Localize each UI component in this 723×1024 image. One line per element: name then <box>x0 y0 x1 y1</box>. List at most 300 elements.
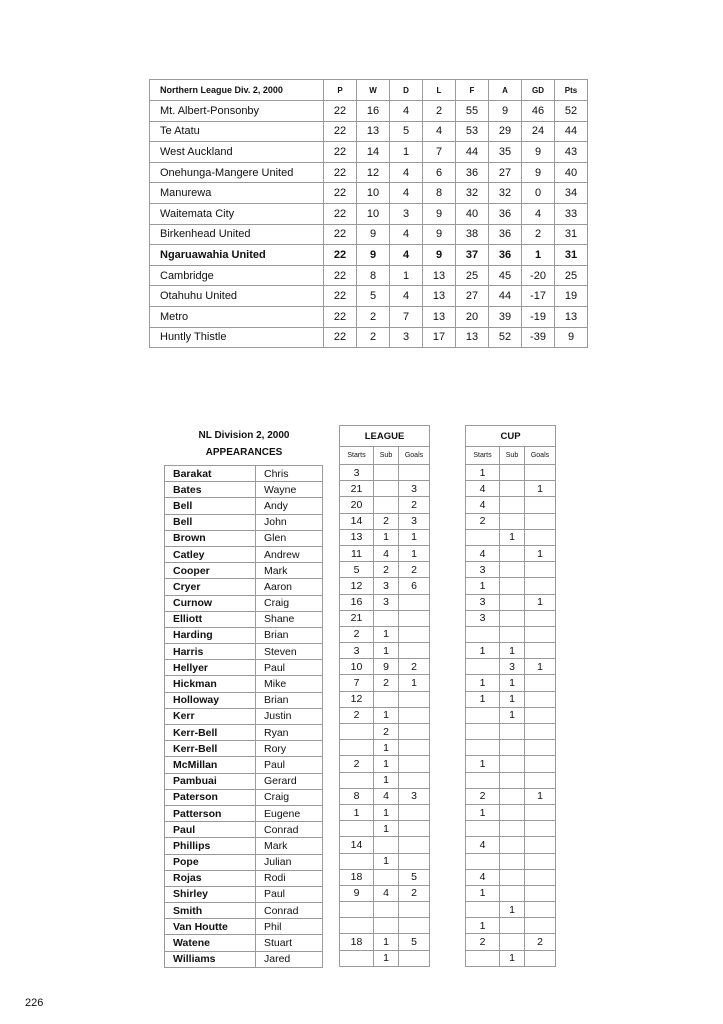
cup-stats-row <box>466 659 556 675</box>
stat-cell: 1 <box>374 529 399 545</box>
stat-cell: 2 <box>466 788 500 804</box>
page-number: 226 <box>25 997 44 1009</box>
stat-cell: 2 <box>374 724 399 740</box>
table-row <box>150 286 588 307</box>
cup-stats-row <box>466 545 556 561</box>
stat-cell: 1 <box>399 529 430 545</box>
player-surname: Curnow <box>165 595 256 611</box>
league-stats-row <box>340 950 430 966</box>
stat-cell <box>500 724 525 740</box>
player-surname: Bell <box>165 514 256 530</box>
stat-cell: 1 <box>466 756 500 772</box>
stat-cell: 3 <box>399 788 430 804</box>
player-surname: Phillips <box>165 838 256 854</box>
stat-cell <box>500 465 525 481</box>
stat-cell <box>466 740 500 756</box>
stat-cell: 22 <box>324 162 357 183</box>
stat-cell <box>374 610 399 626</box>
stat-cell: 9 <box>423 245 456 266</box>
stat-cell <box>525 772 556 788</box>
table-row <box>150 162 588 183</box>
player-firstname: Paul <box>256 660 323 676</box>
stat-cell: 1 <box>374 934 399 950</box>
cup-stats-row <box>466 853 556 869</box>
column-header: D <box>390 80 423 101</box>
stat-cell: 17 <box>423 327 456 348</box>
stat-cell <box>340 853 374 869</box>
player-surname: Van Houtte <box>165 919 256 935</box>
stat-cell <box>340 918 374 934</box>
stat-cell: 44 <box>555 121 588 142</box>
stat-cell: 11 <box>340 545 374 561</box>
player-firstname: Shane <box>256 611 323 627</box>
stat-cell <box>340 772 374 788</box>
sub-header: Sub <box>374 447 399 465</box>
team-name: Onehunga-Mangere United <box>150 162 324 183</box>
column-header: GD <box>522 80 555 101</box>
stat-cell <box>374 691 399 707</box>
stat-cell: 4 <box>466 545 500 561</box>
player-surname: Rojas <box>165 870 256 886</box>
stat-cell: 21 <box>340 610 374 626</box>
team-name: Manurewa <box>150 183 324 204</box>
player-surname: Holloway <box>165 692 256 708</box>
player-surname: Paul <box>165 822 256 838</box>
stat-cell <box>466 659 500 675</box>
stat-cell <box>500 578 525 594</box>
stat-cell <box>399 643 430 659</box>
stat-cell: 22 <box>324 306 357 327</box>
cup-stats-row <box>466 562 556 578</box>
stat-cell: 3 <box>466 562 500 578</box>
player-names-table <box>164 465 323 968</box>
player-row <box>165 741 323 757</box>
stat-cell <box>340 950 374 966</box>
player-surname: Pambuai <box>165 773 256 789</box>
league-stats-row <box>340 788 430 804</box>
stat-cell: 1 <box>374 804 399 820</box>
stat-cell: 1 <box>399 675 430 691</box>
stat-cell: 9 <box>340 885 374 901</box>
stat-cell <box>374 837 399 853</box>
team-name: Birkenhead United <box>150 224 324 245</box>
stat-cell: 27 <box>456 286 489 307</box>
cup-stats-row <box>466 626 556 642</box>
player-firstname: Chris <box>256 466 323 482</box>
stat-cell <box>525 497 556 513</box>
stat-cell <box>399 724 430 740</box>
player-row <box>165 903 323 919</box>
stat-cell: 1 <box>525 594 556 610</box>
stat-cell <box>500 918 525 934</box>
stat-cell: 1 <box>374 756 399 772</box>
league-stats-row <box>340 837 430 853</box>
cup-stats-row <box>466 821 556 837</box>
stat-cell <box>525 691 556 707</box>
stat-cell: 1 <box>390 265 423 286</box>
stat-cell <box>500 497 525 513</box>
player-firstname: Jared <box>256 951 323 967</box>
stat-cell: 2 <box>340 707 374 723</box>
stat-cell: 3 <box>374 578 399 594</box>
stat-cell <box>399 626 430 642</box>
stat-cell: 25 <box>555 265 588 286</box>
player-row <box>165 935 323 951</box>
table-row <box>150 265 588 286</box>
stat-cell: 53 <box>456 121 489 142</box>
stat-cell: 1 <box>500 902 525 918</box>
stat-cell: 55 <box>456 101 489 122</box>
league-stats-row <box>340 497 430 513</box>
cup-stats-row <box>466 837 556 853</box>
stat-cell: 4 <box>390 183 423 204</box>
league-stats-row <box>340 643 430 659</box>
stat-cell: 4 <box>390 286 423 307</box>
stat-cell: 1 <box>500 691 525 707</box>
player-row <box>165 595 323 611</box>
stat-cell: 2 <box>423 101 456 122</box>
stat-cell: 5 <box>340 562 374 578</box>
stat-cell <box>399 821 430 837</box>
stat-cell: 1 <box>466 578 500 594</box>
stat-cell: 13 <box>423 286 456 307</box>
player-firstname: Paul <box>256 886 323 902</box>
header-row <box>150 80 588 101</box>
stat-cell <box>340 902 374 918</box>
stat-cell: 4 <box>390 101 423 122</box>
stat-cell <box>500 821 525 837</box>
stat-cell: 4 <box>390 224 423 245</box>
stat-cell: 32 <box>489 183 522 204</box>
player-row <box>165 530 323 546</box>
table-row <box>150 224 588 245</box>
player-firstname: Mike <box>256 676 323 692</box>
table-row <box>150 121 588 142</box>
stat-cell <box>466 724 500 740</box>
stat-cell: 10 <box>340 659 374 675</box>
stat-cell: 5 <box>390 121 423 142</box>
stat-cell <box>399 707 430 723</box>
cup-appearances-table <box>465 425 556 967</box>
league-stats-row <box>340 545 430 561</box>
stat-cell: 1 <box>525 659 556 675</box>
stat-cell: 2 <box>340 626 374 642</box>
cup-stats-row <box>466 934 556 950</box>
stat-cell: 52 <box>555 101 588 122</box>
stat-cell <box>466 772 500 788</box>
player-firstname: Mark <box>256 838 323 854</box>
stat-cell: 2 <box>399 659 430 675</box>
table-row <box>150 327 588 348</box>
stat-cell: 2 <box>399 885 430 901</box>
stat-cell: 1 <box>525 545 556 561</box>
player-row <box>165 951 323 967</box>
stat-cell: 9 <box>374 659 399 675</box>
player-surname: Brown <box>165 530 256 546</box>
stat-cell <box>500 885 525 901</box>
stat-cell <box>525 821 556 837</box>
league-appearances-table <box>339 425 430 967</box>
stat-cell <box>399 837 430 853</box>
stat-cell: 9 <box>357 224 390 245</box>
stat-cell: 1 <box>500 707 525 723</box>
sub-header: Goals <box>525 447 556 465</box>
team-name: Mt. Albert-Ponsonby <box>150 101 324 122</box>
stat-cell: 27 <box>489 162 522 183</box>
stat-cell <box>466 821 500 837</box>
player-firstname: Phil <box>256 919 323 935</box>
stat-cell: 1 <box>374 821 399 837</box>
stat-cell: 44 <box>456 142 489 163</box>
stat-cell: 52 <box>489 327 522 348</box>
table-row <box>150 203 588 224</box>
stat-cell <box>399 740 430 756</box>
stat-cell: 1 <box>500 643 525 659</box>
stat-cell <box>525 643 556 659</box>
stat-cell: 1 <box>340 804 374 820</box>
league-stats-row <box>340 918 430 934</box>
league-stats-row <box>340 724 430 740</box>
column-header: L <box>423 80 456 101</box>
player-row <box>165 563 323 579</box>
player-row <box>165 660 323 676</box>
cup-stats-row <box>466 529 556 545</box>
cup-stats-row <box>466 918 556 934</box>
player-row <box>165 725 323 741</box>
appearances-subtitle: APPEARANCES <box>205 447 283 458</box>
stat-cell: 1 <box>466 691 500 707</box>
stat-cell: 2 <box>374 562 399 578</box>
stat-cell: 7 <box>390 306 423 327</box>
stat-cell: 2 <box>374 675 399 691</box>
stat-cell: 39 <box>489 306 522 327</box>
stat-cell: 22 <box>324 203 357 224</box>
stat-cell: 18 <box>340 934 374 950</box>
player-surname: Hickman <box>165 676 256 692</box>
table-row <box>150 142 588 163</box>
sub-header: Starts <box>340 447 374 465</box>
stat-cell <box>525 853 556 869</box>
stat-cell: 24 <box>522 121 555 142</box>
player-row <box>165 838 323 854</box>
stat-cell: 3 <box>340 465 374 481</box>
stat-cell: 0 <box>522 183 555 204</box>
stat-cell: 22 <box>324 142 357 163</box>
stat-cell: 4 <box>522 203 555 224</box>
cup-stats-row <box>466 481 556 497</box>
stat-cell: 9 <box>555 327 588 348</box>
stat-cell <box>374 497 399 513</box>
player-surname: Kerr-Bell <box>165 741 256 757</box>
player-row <box>165 692 323 708</box>
stat-cell <box>466 950 500 966</box>
player-row <box>165 676 323 692</box>
stat-cell: 3 <box>399 513 430 529</box>
stat-cell <box>525 950 556 966</box>
stat-cell: -39 <box>522 327 555 348</box>
stat-cell: 36 <box>456 162 489 183</box>
group-header-row <box>340 426 430 447</box>
player-row <box>165 773 323 789</box>
player-firstname: Brian <box>256 627 323 643</box>
stat-cell: 31 <box>555 224 588 245</box>
player-surname: Bates <box>165 482 256 498</box>
player-firstname: Brian <box>256 692 323 708</box>
stat-cell <box>500 869 525 885</box>
player-surname: Williams <box>165 951 256 967</box>
player-firstname: Justin <box>256 708 323 724</box>
stat-cell: 9 <box>489 101 522 122</box>
player-firstname: Glen <box>256 530 323 546</box>
stat-cell: 4 <box>423 121 456 142</box>
cup-stats-row <box>466 724 556 740</box>
cup-stats-row <box>466 804 556 820</box>
team-name: Cambridge <box>150 265 324 286</box>
appearances-title: NL Division 2, 2000 <box>198 430 290 441</box>
league-stats-row <box>340 756 430 772</box>
stat-cell: 9 <box>522 162 555 183</box>
player-row <box>165 854 323 870</box>
stat-cell: 1 <box>399 545 430 561</box>
stat-cell <box>399 902 430 918</box>
league-standings-table <box>149 79 588 348</box>
player-surname: Harris <box>165 644 256 660</box>
stat-cell <box>525 756 556 772</box>
stat-cell <box>340 821 374 837</box>
stat-cell <box>374 481 399 497</box>
stat-cell: 1 <box>525 481 556 497</box>
stat-cell <box>525 626 556 642</box>
stat-cell: 1 <box>466 885 500 901</box>
stat-cell: 38 <box>456 224 489 245</box>
stat-cell <box>399 918 430 934</box>
stat-cell <box>525 885 556 901</box>
column-header: W <box>357 80 390 101</box>
cup-stats-row <box>466 756 556 772</box>
stat-cell: 36 <box>489 203 522 224</box>
sub-header-row <box>466 447 556 465</box>
stat-cell: 16 <box>357 101 390 122</box>
stat-cell: 13 <box>456 327 489 348</box>
player-surname: Smith <box>165 903 256 919</box>
player-row <box>165 708 323 724</box>
stat-cell <box>500 740 525 756</box>
player-firstname: Rory <box>256 741 323 757</box>
stat-cell <box>525 529 556 545</box>
stat-cell: 8 <box>423 183 456 204</box>
league-stats-row <box>340 821 430 837</box>
player-row <box>165 870 323 886</box>
stat-cell: 22 <box>324 121 357 142</box>
team-name: Waitemata City <box>150 203 324 224</box>
stat-cell <box>399 950 430 966</box>
stat-cell: 1 <box>466 804 500 820</box>
stat-cell: 1 <box>522 245 555 266</box>
table-row <box>150 101 588 122</box>
stat-cell: 20 <box>340 497 374 513</box>
cup-stats-row <box>466 740 556 756</box>
player-firstname: Ryan <box>256 725 323 741</box>
stat-cell: 5 <box>399 869 430 885</box>
league-stats-row <box>340 465 430 481</box>
stat-cell: 12 <box>357 162 390 183</box>
stat-cell: 4 <box>374 885 399 901</box>
stat-cell: 2 <box>340 756 374 772</box>
player-row <box>165 886 323 902</box>
player-firstname: Conrad <box>256 903 323 919</box>
stat-cell <box>525 869 556 885</box>
stat-cell: 5 <box>357 286 390 307</box>
stat-cell <box>500 594 525 610</box>
stat-cell: 5 <box>399 934 430 950</box>
stat-cell: 7 <box>423 142 456 163</box>
stat-cell <box>399 465 430 481</box>
league-stats-row <box>340 707 430 723</box>
table-title: Northern League Div. 2, 2000 <box>150 80 324 101</box>
stat-cell: 9 <box>423 203 456 224</box>
column-header: Pts <box>555 80 588 101</box>
player-surname: Paterson <box>165 789 256 805</box>
cup-stats-row <box>466 788 556 804</box>
player-surname: Pope <box>165 854 256 870</box>
stat-cell: 25 <box>456 265 489 286</box>
stat-cell: 36 <box>489 245 522 266</box>
stat-cell <box>500 756 525 772</box>
stat-cell: 13 <box>423 265 456 286</box>
column-header: A <box>489 80 522 101</box>
player-row <box>165 579 323 595</box>
stat-cell <box>399 853 430 869</box>
player-row <box>165 644 323 660</box>
player-firstname: Steven <box>256 644 323 660</box>
stat-cell: 4 <box>374 545 399 561</box>
league-stats-row <box>340 691 430 707</box>
player-surname: Cooper <box>165 563 256 579</box>
stat-cell: 2 <box>399 497 430 513</box>
cup-stats-row <box>466 902 556 918</box>
sub-header: Sub <box>500 447 525 465</box>
stat-cell <box>525 578 556 594</box>
stat-cell <box>399 804 430 820</box>
table-row <box>150 306 588 327</box>
stat-cell: 22 <box>324 327 357 348</box>
stat-cell: 1 <box>500 950 525 966</box>
stat-cell: 4 <box>466 837 500 853</box>
stat-cell <box>466 853 500 869</box>
stat-cell: 2 <box>357 306 390 327</box>
stat-cell: 1 <box>525 788 556 804</box>
stat-cell <box>500 772 525 788</box>
player-row <box>165 805 323 821</box>
player-row <box>165 789 323 805</box>
league-stats-row <box>340 626 430 642</box>
stat-cell: 3 <box>466 594 500 610</box>
player-row <box>165 514 323 530</box>
stat-cell: 2 <box>525 934 556 950</box>
stat-cell: 46 <box>522 101 555 122</box>
stat-cell <box>500 610 525 626</box>
stat-cell: 40 <box>555 162 588 183</box>
league-header: LEAGUE <box>340 426 430 447</box>
table-row <box>150 245 588 266</box>
stat-cell: 6 <box>399 578 430 594</box>
player-surname: Hellyer <box>165 660 256 676</box>
stat-cell <box>525 513 556 529</box>
stat-cell <box>525 562 556 578</box>
stat-cell <box>466 626 500 642</box>
sub-header: Starts <box>466 447 500 465</box>
stat-cell: 1 <box>390 142 423 163</box>
